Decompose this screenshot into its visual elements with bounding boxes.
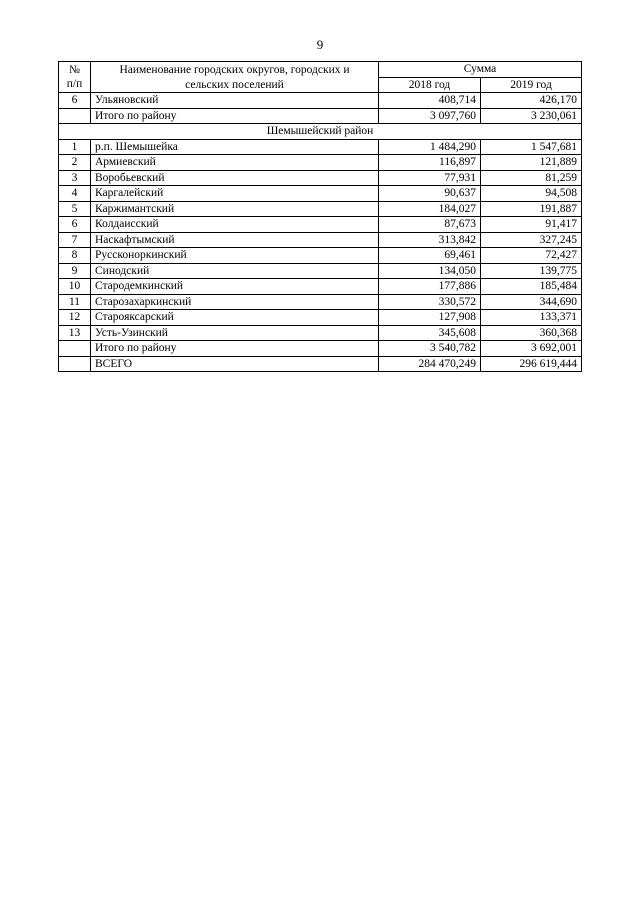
table-row [59, 310, 582, 326]
row-value-2018: 313,842 [379, 232, 481, 248]
table-row [59, 263, 582, 279]
row-value-2019: 327,245 [481, 232, 582, 248]
row-number [59, 341, 91, 357]
header-year-2019: 2019 год [481, 77, 582, 93]
row-number: 5 [59, 201, 91, 217]
row-number: 4 [59, 186, 91, 202]
district-title-row [59, 124, 582, 140]
header-year-2018: 2018 год [379, 77, 481, 93]
table-row [59, 279, 582, 295]
header-name-col-line1: Наименование городских округов, городских и [91, 62, 379, 78]
row-name: Усть-Узинский [91, 325, 379, 341]
table-row [59, 170, 582, 186]
table-row [59, 139, 582, 155]
table-row [59, 248, 582, 264]
row-number: 10 [59, 279, 91, 295]
row-value-2018: 87,673 [379, 217, 481, 233]
row-name: Каргалейский [91, 186, 379, 202]
row-value-2019: 1 547,681 [481, 139, 582, 155]
header-name-col-line2: сельских поселений [91, 77, 379, 93]
table-row [59, 232, 582, 248]
header-num-col: № п/п [59, 62, 91, 93]
table-row [59, 217, 582, 233]
row-value-2019: 94,508 [481, 186, 582, 202]
row-value-2018: 3 540,782 [379, 341, 481, 357]
row-name: Армиевский [91, 155, 379, 171]
row-value-2019: 3 692,001 [481, 341, 582, 357]
row-value-2019: 81,259 [481, 170, 582, 186]
row-value-2019: 426,170 [481, 93, 582, 109]
row-value-2019: 344,690 [481, 294, 582, 310]
budget-table [58, 61, 582, 372]
table-row [59, 93, 582, 109]
row-value-2018: 3 097,760 [379, 108, 481, 124]
row-name: Колдаисский [91, 217, 379, 233]
row-value-2019: 121,889 [481, 155, 582, 171]
row-value-2018: 134,050 [379, 263, 481, 279]
row-value-2019: 3 230,061 [481, 108, 582, 124]
row-name: Каржимантский [91, 201, 379, 217]
row-name: ВСЕГО [91, 356, 379, 372]
row-name: Старояксарский [91, 310, 379, 326]
row-number [59, 108, 91, 124]
row-number: 6 [59, 217, 91, 233]
row-number: 3 [59, 170, 91, 186]
table-row [59, 108, 582, 124]
row-value-2019: 360,368 [481, 325, 582, 341]
grand-total-row [59, 356, 582, 372]
row-name: Итого по району [91, 341, 379, 357]
row-value-2018: 90,637 [379, 186, 481, 202]
row-value-2019: 191,887 [481, 201, 582, 217]
row-name: Воробьевский [91, 170, 379, 186]
row-value-2019: 72,427 [481, 248, 582, 264]
district-total-row [59, 341, 582, 357]
table-row [59, 325, 582, 341]
row-value-2018: 69,461 [379, 248, 481, 264]
row-number: 7 [59, 232, 91, 248]
table-body [59, 93, 582, 372]
row-number: 1 [59, 139, 91, 155]
row-name: Итого по району [91, 108, 379, 124]
row-value-2019: 133,371 [481, 310, 582, 326]
row-number: 6 [59, 93, 91, 109]
row-value-2018: 77,931 [379, 170, 481, 186]
table-row [59, 186, 582, 202]
row-name: Старозахаркинский [91, 294, 379, 310]
row-number: 12 [59, 310, 91, 326]
row-number: 2 [59, 155, 91, 171]
header-sum-col: Сумма [379, 62, 582, 78]
row-number: 11 [59, 294, 91, 310]
row-value-2018: 1 484,290 [379, 139, 481, 155]
row-name: Руссконоркинский [91, 248, 379, 264]
row-value-2019: 139,775 [481, 263, 582, 279]
row-value-2018: 284 470,249 [379, 356, 481, 372]
row-value-2018: 127,908 [379, 310, 481, 326]
district-title: Шемышейский район [59, 124, 582, 140]
row-number: 8 [59, 248, 91, 264]
row-value-2018: 408,714 [379, 93, 481, 109]
row-number: 9 [59, 263, 91, 279]
row-name: Синодский [91, 263, 379, 279]
table-header [59, 62, 582, 93]
row-number: 13 [59, 325, 91, 341]
table-row [59, 294, 582, 310]
page-number: 9 [316, 37, 324, 52]
row-number [59, 356, 91, 372]
row-value-2018: 177,886 [379, 279, 481, 295]
row-value-2019: 91,417 [481, 217, 582, 233]
row-value-2018: 330,572 [379, 294, 481, 310]
row-name: Наскафтымский [91, 232, 379, 248]
row-value-2018: 116,897 [379, 155, 481, 171]
row-name: Стародемкинский [91, 279, 379, 295]
row-value-2019: 296 619,444 [481, 356, 582, 372]
table-row [59, 155, 582, 171]
row-name: р.п. Шемышейка [91, 139, 379, 155]
row-value-2018: 184,027 [379, 201, 481, 217]
row-value-2019: 185,484 [481, 279, 582, 295]
row-name: Ульяновский [91, 93, 379, 109]
row-value-2018: 345,608 [379, 325, 481, 341]
table-row [59, 201, 582, 217]
